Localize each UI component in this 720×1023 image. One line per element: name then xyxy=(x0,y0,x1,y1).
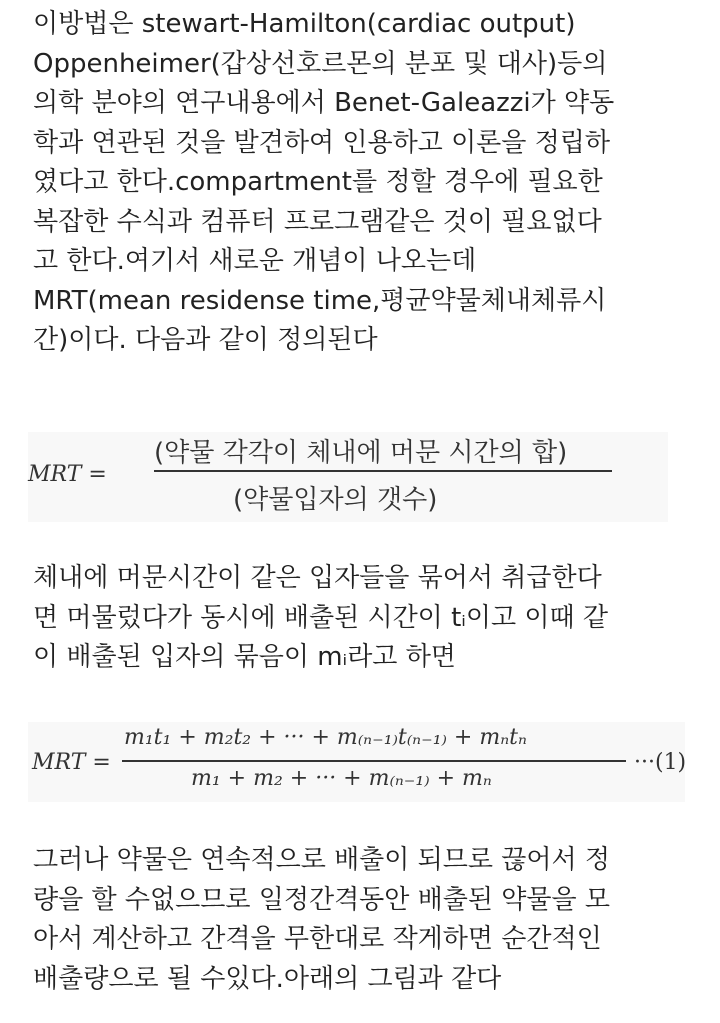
text-line: 였다고 한다.compartment를 정할 경우에 필요한 xyxy=(33,167,603,197)
text-line: 이방법은 stewart-Hamilton(cardiac output) xyxy=(33,9,576,39)
equation-denominator: m₁ + m₂ + ··· + m₍ₙ₋₁₎ + mₙ xyxy=(191,766,492,791)
text-line: 고 한다.여기서 새로운 개념이 나오는데 xyxy=(33,246,477,276)
text-line: 체내에 머문시간이 같은 입자들을 묶어서 취급한다 xyxy=(33,563,602,593)
equation-lhs: MRT = xyxy=(32,750,111,775)
grouping-paragraph xyxy=(33,559,693,678)
text-line: Oppenheimer(갑상선호르몬의 분포 및 대사)등의 xyxy=(33,48,608,79)
text-line: 면 머물렀다가 동시에 배출된 시간이 tᵢ이고 이때 같 xyxy=(33,602,609,633)
text-line: 복잡한 수식과 컴퓨터 프로그램같은 것이 필요없다 xyxy=(33,206,602,237)
text-line: 간)이다. 다음과 같이 정의된다 xyxy=(33,325,378,355)
mrt-definition-equation xyxy=(28,432,668,522)
text-line: 그러나 약물은 연속적으로 배출이 되므로 끊어서 정 xyxy=(33,845,611,875)
equation-lhs: MRT = xyxy=(28,462,107,487)
intro-paragraph xyxy=(33,5,693,361)
equation-denominator: (약물입자의 갯수) xyxy=(233,485,438,515)
equation-numerator: (약물 각각이 체내에 머문 시간의 합) xyxy=(154,438,568,468)
text-line: 학과 연관된 것을 발견하여 인용하고 이론을 정립하 xyxy=(33,127,611,158)
equation-numerator: m₁t₁ + m₂t₂ + ··· + m₍ₙ₋₁₎t₍ₙ₋₁₎ + mₙtₙ xyxy=(124,725,527,750)
fraction-bar xyxy=(122,760,626,762)
fraction-bar xyxy=(154,470,612,472)
text-line: 아서 계산하고 간격을 무한대로 작게하면 순간적인 xyxy=(33,924,602,954)
equation-number: ···(1) xyxy=(634,750,687,775)
text-line: MRT(mean residense time,평균약물체내체류시 xyxy=(33,285,607,316)
text-line: 의학 분야의 연구내용에서 Benet-Galeazzi가 약동 xyxy=(33,88,615,118)
mrt-weighted-equation xyxy=(28,722,685,802)
text-line: 이 배출된 입자의 묶음이 mᵢ라고 하면 xyxy=(33,642,456,672)
text-line: 배출량으로 될 수있다.아래의 그림과 같다 xyxy=(33,963,502,994)
text-line: 량을 할 수없으므로 일정간격동안 배출된 약물을 모 xyxy=(33,884,611,915)
continuous-paragraph xyxy=(33,841,693,999)
